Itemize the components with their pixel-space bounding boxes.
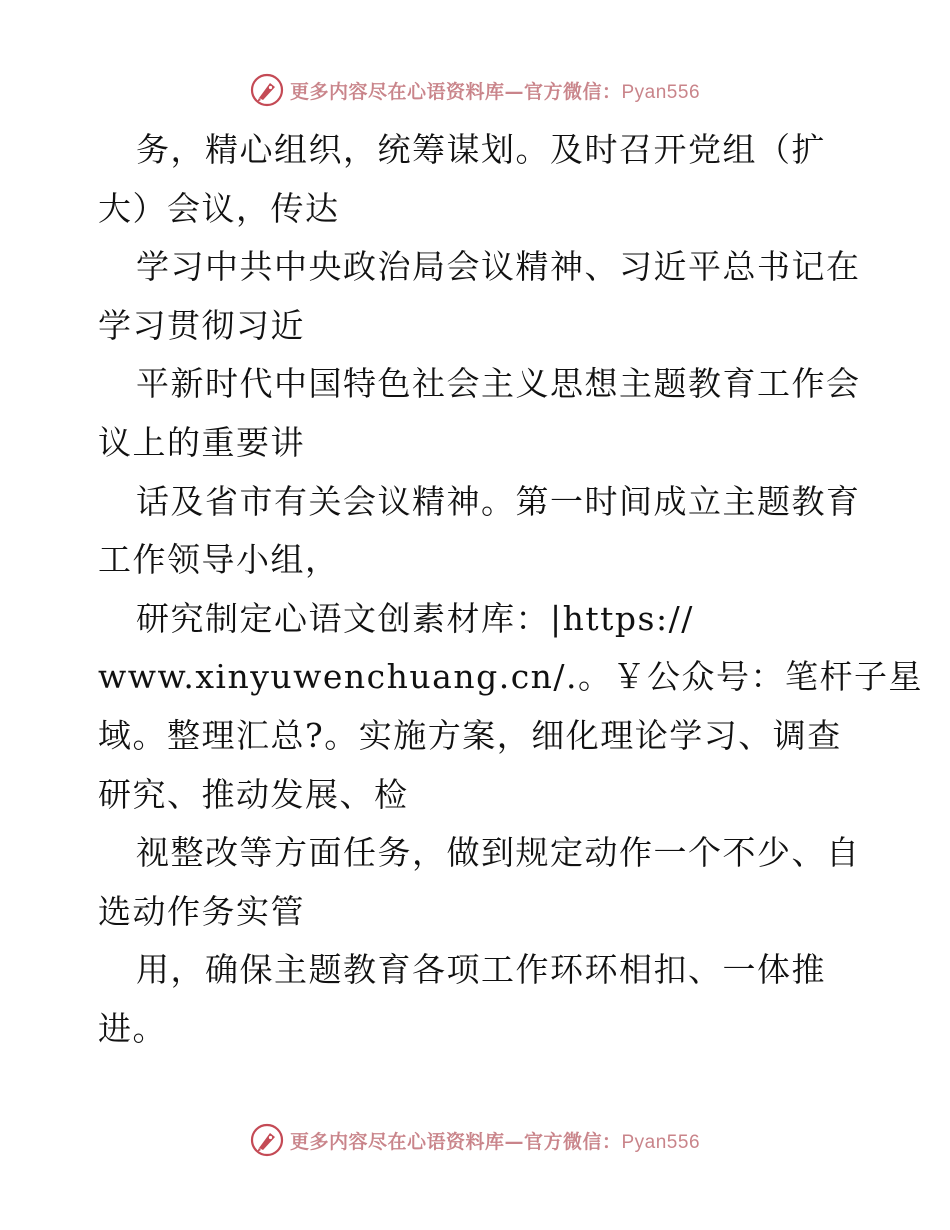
header-watermark (0, 70, 950, 110)
text-line: 议上的重要讲 (98, 422, 305, 462)
document-body (98, 121, 924, 1059)
text-line: www.xinyuwenchuang.cn/.。￥公众号：笔杆子星 (98, 657, 924, 697)
text-line: 用，确保主题教育各项工作环环相扣、一体推 (136, 950, 826, 990)
text-line: 平新时代中国特色社会主义思想主题教育工作会 (136, 364, 861, 404)
text-line: 域。整理汇总?。实施方案，细化理论学习、调查 (98, 715, 842, 755)
text-line: 大）会议，传达 (98, 188, 340, 228)
text-line: 视整改等方面任务，做到规定动作一个不少、自 (136, 833, 861, 873)
text-line: 选动作务实管 (98, 891, 305, 931)
text-line: 务，精心组织，统筹谋划。及时召开党组（扩 (136, 130, 826, 169)
text-line: 学习贯彻习近 (98, 305, 305, 345)
text-line: 进。 (98, 1008, 167, 1048)
text-line: 学习中共中央政治局会议精神、习近平总书记在 (136, 247, 861, 287)
text-line: 工作领导小组， (98, 540, 340, 580)
pen-nib-icon (250, 73, 284, 107)
text-line: 研究、推动发展、检 (98, 774, 409, 814)
watermark-text: 更多内容尽在心语资料库—官方微信：Pyan556 (289, 1130, 701, 1153)
text-line: 话及省市有关会议精神。第一时间成立主题教育 (136, 481, 861, 521)
footer-watermark (0, 1120, 950, 1160)
text-line: 研究制定心语文创素材库：|https:// (136, 598, 694, 638)
pen-nib-icon (250, 1123, 284, 1157)
watermark-text: 更多内容尽在心语资料库—官方微信：Pyan556 (289, 80, 701, 103)
